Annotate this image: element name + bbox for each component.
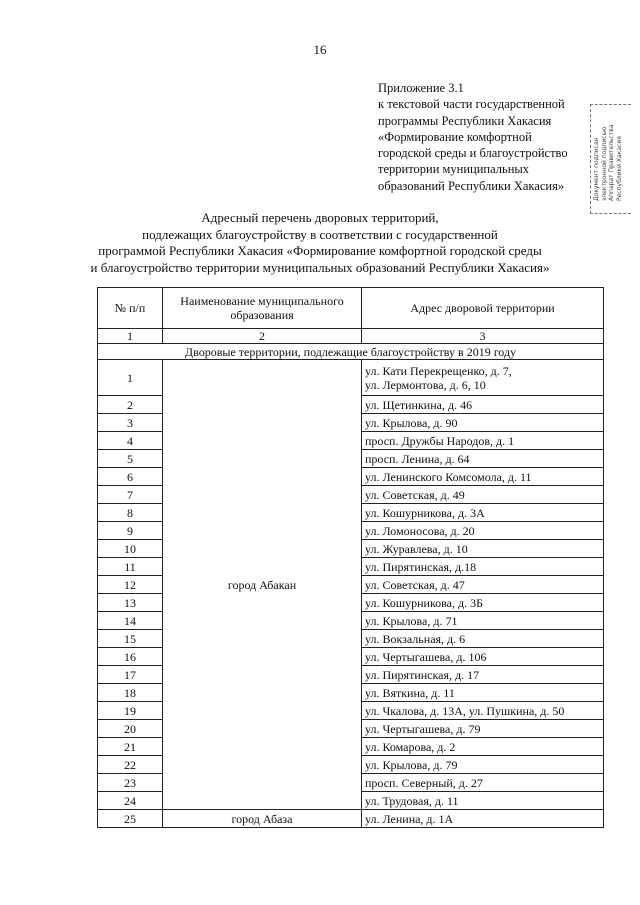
appendix-note: [378, 80, 608, 194]
header-address: Адрес дворовой территории: [362, 288, 604, 329]
appendix-line: городской среды и благоустройство: [378, 146, 568, 161]
page-number: 16: [313, 42, 327, 57]
row-number: 22: [98, 756, 163, 774]
signature-stamp: [590, 104, 631, 214]
column-number-row: [98, 329, 604, 344]
row-address: ул. Чкалова, д. 13А, ул. Пушкина, д. 50: [362, 702, 604, 720]
column-number: 3: [362, 329, 604, 344]
title-line: программой Республики Хакасия «Формирование комфортной городской среды: [98, 243, 542, 258]
row-address: ул. Ленинского Комсомола, д. 11: [362, 468, 604, 486]
row-number: 5: [98, 450, 163, 468]
row-address: [362, 360, 604, 396]
row-number: 16: [98, 648, 163, 666]
appendix-line: Приложение 3.1: [378, 81, 464, 95]
title-line: Адресный перечень дворовых территорий,: [201, 210, 439, 225]
row-address: ул. Кошурникова, д. 3Б: [362, 594, 604, 612]
column-number: 1: [98, 329, 163, 344]
appendix-line: образований Республики Хакасия»: [378, 178, 565, 193]
row-address: ул. Советская, д. 49: [362, 486, 604, 504]
header-municipality: Наименование муниципального образования: [163, 288, 362, 329]
row-address: ул. Чертыгашева, д. 79: [362, 720, 604, 738]
row-number: 7: [98, 486, 163, 504]
row-number: 6: [98, 468, 163, 486]
row-address: ул. Журавлева, д. 10: [362, 540, 604, 558]
row-address: просп. Ленина, д. 64: [362, 450, 604, 468]
appendix-line: территории муниципальных: [378, 162, 530, 177]
stamp-text: [593, 124, 623, 201]
row-number: 9: [98, 522, 163, 540]
address-line: ул. Лермонтова, д. 6, 10: [365, 377, 486, 392]
municipality-abaza: город Абаза: [163, 810, 362, 828]
row-number: 10: [98, 540, 163, 558]
row-number: 11: [98, 558, 163, 576]
table-row: [98, 360, 604, 396]
row-number: 20: [98, 720, 163, 738]
row-address: ул. Пирятинская, д. 17: [362, 666, 604, 684]
section-title: Дворовые территории, подлежащие благоустройству в 2019 году: [98, 344, 604, 360]
row-number: 24: [98, 792, 163, 810]
municipality-abakan: город Абакан: [163, 360, 362, 810]
row-number: 23: [98, 774, 163, 792]
header-number: № п/п: [98, 288, 163, 329]
row-address: ул. Щетинкина, д. 46: [362, 396, 604, 414]
row-number: 13: [98, 594, 163, 612]
row-address: ул. Пирятинская, д.18: [362, 558, 604, 576]
row-address: ул. Вокзальная, д. 6: [362, 630, 604, 648]
row-address: просп. Дружбы Народов, д. 1: [362, 432, 604, 450]
row-address: ул. Крылова, д. 71: [362, 612, 604, 630]
row-address: ул. Крылова, д. 90: [362, 414, 604, 432]
column-number: 2: [163, 329, 362, 344]
section-row: [98, 344, 604, 360]
row-number: 8: [98, 504, 163, 522]
row-address: ул. Советская, д. 47: [362, 576, 604, 594]
row-number: 25: [98, 810, 163, 828]
row-number: 2: [98, 396, 163, 414]
title-line: подлежащих благоустройству в соответствии с государственной: [142, 226, 498, 242]
address-table: [97, 287, 604, 828]
row-address: ул. Кошурникова, д. 3А: [362, 504, 604, 522]
row-number: 18: [98, 684, 163, 702]
appendix-line: программы Республики Хакасия: [378, 113, 552, 128]
row-number: 4: [98, 432, 163, 450]
address-line: ул. Кати Перекрещенко, д. 7,: [365, 363, 512, 378]
stamp-line: Документ подписан: [593, 137, 600, 201]
title-line: и благоустройство территории муниципальных образований Республики Хакасия»: [90, 259, 550, 275]
appendix-line: «Формирование комфортной: [378, 129, 532, 144]
row-address: ул. Ленина, д. 1А: [362, 810, 604, 828]
row-address: ул. Крылова, д. 79: [362, 756, 604, 774]
document-title: [80, 210, 560, 276]
row-address: ул. Чертыгашева, д. 106: [362, 648, 604, 666]
appendix-line: к текстовой части государственной: [378, 97, 565, 112]
stamp-line: электронной подписью: [600, 126, 608, 201]
row-address: ул. Комарова, д. 2: [362, 738, 604, 756]
row-number: 14: [98, 612, 163, 630]
row-number: 1: [98, 360, 163, 396]
row-address: ул. Вяткина, д. 11: [362, 684, 604, 702]
table-row: [98, 810, 604, 828]
row-number: 21: [98, 738, 163, 756]
row-number: 17: [98, 666, 163, 684]
row-number: 3: [98, 414, 163, 432]
stamp-line: Аппарат Правительства: [608, 124, 615, 201]
row-address: просп. Северный, д. 27: [362, 774, 604, 792]
row-number: 19: [98, 702, 163, 720]
row-number: 15: [98, 630, 163, 648]
row-number: 12: [98, 576, 163, 594]
row-address: ул. Трудовая, д. 11: [362, 792, 604, 810]
row-address: ул. Ломоносова, д. 20: [362, 522, 604, 540]
stamp-line: Республики Хакасия: [615, 136, 623, 201]
